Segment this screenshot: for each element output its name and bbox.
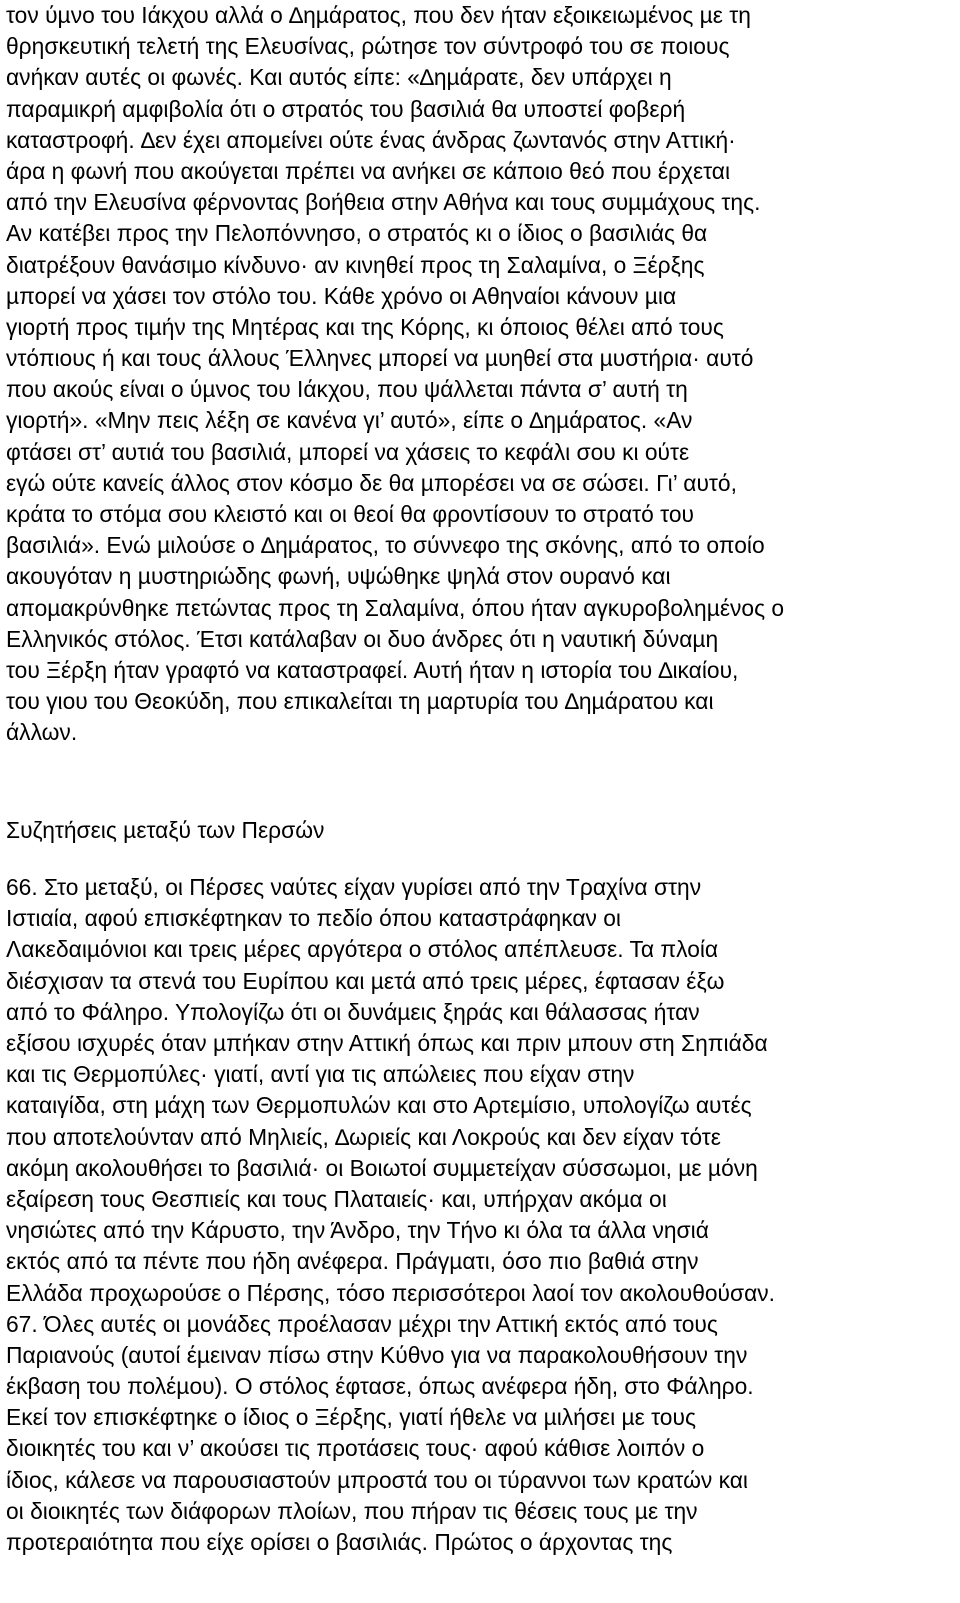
text-line: κράτα το στόµα σου κλειστό και οι θεοί θα φροντίσουν το στρατό του — [6, 501, 694, 527]
text-block-persian-discussions — [6, 872, 956, 1558]
text-line: από το Φάληρο. Υπολογίζω ότι οι δυνάµεις ξηράς και θάλασσας ήταν — [6, 998, 700, 1025]
text-line: παραµικρή αµφιβολία ότι ο στρατός του βασιλιά θα υποστεί φοβερή — [6, 95, 686, 122]
text-line: ίδιος, κάλεσε να παρουσιαστούν µπροστά του οι τύραννοι των κρατών και — [6, 1466, 748, 1493]
text-line: ντόπιους ή και τους άλλους Έλληνες µπορεί να µυηθεί στα µυστήρια· αυτό — [6, 345, 754, 372]
text-line: ακουγόταν η µυστηριώδης φωνή, υψώθηκε ψηλά στον ουρανό και — [6, 563, 671, 590]
text-line: τον ύµνο του Ιάκχου αλλά ο ∆ηµάρατος, που δεν ήταν εξοικειωµένος µε τη — [6, 2, 751, 28]
text-line: εξαίρεση τους Θεσπιείς και τους Πλαταιείς· και, υπήρχαν ακόµα οι — [6, 1185, 667, 1212]
text-line: προτεραιότητα που είχε ορίσει ο βασιλιάς. Πρώτος ο άρχοντας της — [6, 1529, 673, 1556]
text-line: 66. Στο µεταξύ, οι Πέρσες ναύτες είχαν γυρίσει από την Τραχίνα στην — [6, 874, 702, 901]
text-line: νησιώτες από την Κάρυστο, την Άνδρο, την Τήνο κι όλα τα άλλα νησιά — [6, 1217, 709, 1244]
text-line: Ελληνικός στόλος. Έτσι κατάλαβαν οι δυο άνδρες ότι η ναυτική δύναµη — [6, 625, 719, 652]
text-line: οι διοικητές των διάφορων πλοίων, που πήραν τις θέσεις τους µε την — [6, 1497, 698, 1524]
text-line: εξίσου ισχυρές όταν µπήκαν στην Αττική όπως και πριν µπουν στη Σηπιάδα — [6, 1030, 768, 1057]
text-line: 67. Όλες αυτές οι µονάδες προέλασαν µέχρι την Αττική εκτός από τους — [6, 1310, 718, 1337]
text-line: Εκεί τον επισκέφτηκε ο ίδιος ο Ξέρξης, γιατί ήθελε να µιλήσει µε τους — [6, 1404, 696, 1431]
text-line: καταστροφή. ∆εν έχει αποµείνει ούτε ένας άνδρας ζωντανός στην Αττική· — [6, 126, 736, 153]
text-line: εγώ ούτε κανείς άλλος στον κόσµο δε θα µπορέσει να σε σώσει. Γι’ αυτό, — [6, 469, 737, 496]
text-line: άρα η φωνή που ακούγεται πρέπει να ανήκει σε κάποιο θεό που έρχεται — [6, 157, 731, 184]
text-line: που αποτελούνταν από Μηλιείς, ∆ωριείς και Λοκρούς και δεν είχαν τότε — [6, 1123, 721, 1150]
text-line: Παριανούς (αυτοί έµειναν πίσω στην Κύθνο για να παρακολουθήσουν την — [6, 1341, 748, 1368]
text-line: διατρέξουν θανάσιµο κίνδυνο· αν κινηθεί προς τη Σαλαµίνα, ο Ξέρξης — [6, 251, 705, 278]
text-line: θρησκευτική τελετή της Ελευσίνας, ρώτησε τον σύντροφό του σε ποιους — [6, 33, 730, 60]
text-block-narrative — [6, 0, 956, 749]
text-line: αποµακρύνθηκε πετώντας προς τη Σαλαµίνα, όπου ήταν αγκυροβοληµένος ο — [6, 594, 785, 621]
text-line: του Ξέρξη ήταν γραφτό να καταστραφεί. Αυτή ήταν η ιστορία του ∆ικαίου, — [6, 656, 739, 683]
text-line: βασιλιά». Ενώ µιλούσε ο ∆ηµάρατος, το σύννεφο της σκόνης, από το οποίο — [6, 532, 765, 559]
text-line: Ιστιαία, αφού επισκέφτηκαν το πεδίο όπου καταστράφηκαν οι — [6, 905, 621, 932]
text-line: διέσχισαν τα στενά του Ευρίπου και µετά από τρεις µέρες, έφτασαν έξω — [6, 967, 725, 994]
text-line: του γιου του Θεοκύδη, που επικαλείται τη µαρτυρία του ∆ηµάρατου και — [6, 688, 714, 715]
text-line: ακόµη ακολουθήσει το βασιλιά· οι Βοιωτοί συµµετείχαν σύσσωµοι, µε µόνη — [6, 1154, 758, 1181]
text-line: εκτός από τα πέντε που ήδη ανέφερα. Πράγµατι, όσο πιο βαθιά στην — [6, 1248, 699, 1275]
text-line: από την Ελευσίνα φέρνοντας βοήθεια στην Αθήνα και τους συµµάχους της. — [6, 189, 761, 216]
text-line: ανήκαν αυτές οι φωνές. Και αυτός είπε: «∆ηµάρατε, δεν υπάρχει η — [6, 64, 672, 91]
text-line: έκβαση του πολέµου). Ο στόλος έφτασε, όπως ανέφερα ήδη, στο Φάληρο. — [6, 1373, 754, 1400]
text-line: άλλων. — [6, 719, 78, 746]
text-line: καταιγίδα, στη µάχη των Θερµοπυλών και στο Αρτεµίσιο, υπολογίζω αυτές — [6, 1092, 752, 1119]
text-line: γιορτή προς τιµήν της Μητέρας και της Κόρης, κι όποιος θέλει από τους — [6, 313, 724, 340]
text-line: και τις Θερµοπύλες· γιατί, αντί για τις απώλειες που είχαν στην — [6, 1061, 635, 1088]
text-line: διοικητές του και ν’ ακούσει τις προτάσεις τους· αφού κάθισε λοιπόν ο — [6, 1435, 705, 1462]
document-page — [6, 0, 956, 1558]
text-line: Λακεδαιµόνιοι και τρεις µέρες αργότερα ο στόλος απέπλευσε. Τα πλοία — [6, 936, 719, 963]
text-line: γιορτή». «Μην πεις λέξη σε κανένα γι’ αυτό», είπε ο ∆ηµάρατος. «Αν — [6, 407, 693, 434]
section-heading: Συζητήσεις µεταξύ των Περσών — [6, 816, 325, 843]
text-line: φτάσει στ’ αυτιά του βασιλιά, µπορεί να χάσεις το κεφάλι σου κι ούτε — [6, 438, 690, 465]
text-line: Ελλάδα προχωρούσε ο Πέρσης, τόσο περισσότεροι λαοί τον ακολουθούσαν. — [6, 1279, 775, 1306]
text-line: µπορεί να χάσει τον στόλο του. Κάθε χρόνο οι Αθηναίοι κάνουν µια — [6, 282, 677, 309]
section-spacer — [6, 749, 956, 811]
text-line: που ακούς είναι ο ύµνος του Ιάκχου, που ψάλλεται πάντα σ’ αυτή τη — [6, 376, 688, 403]
text-line: Αν κατέβει προς την Πελοπόννησο, ο στρατός κι ο ίδιος ο βασιλιάς θα — [6, 220, 708, 247]
